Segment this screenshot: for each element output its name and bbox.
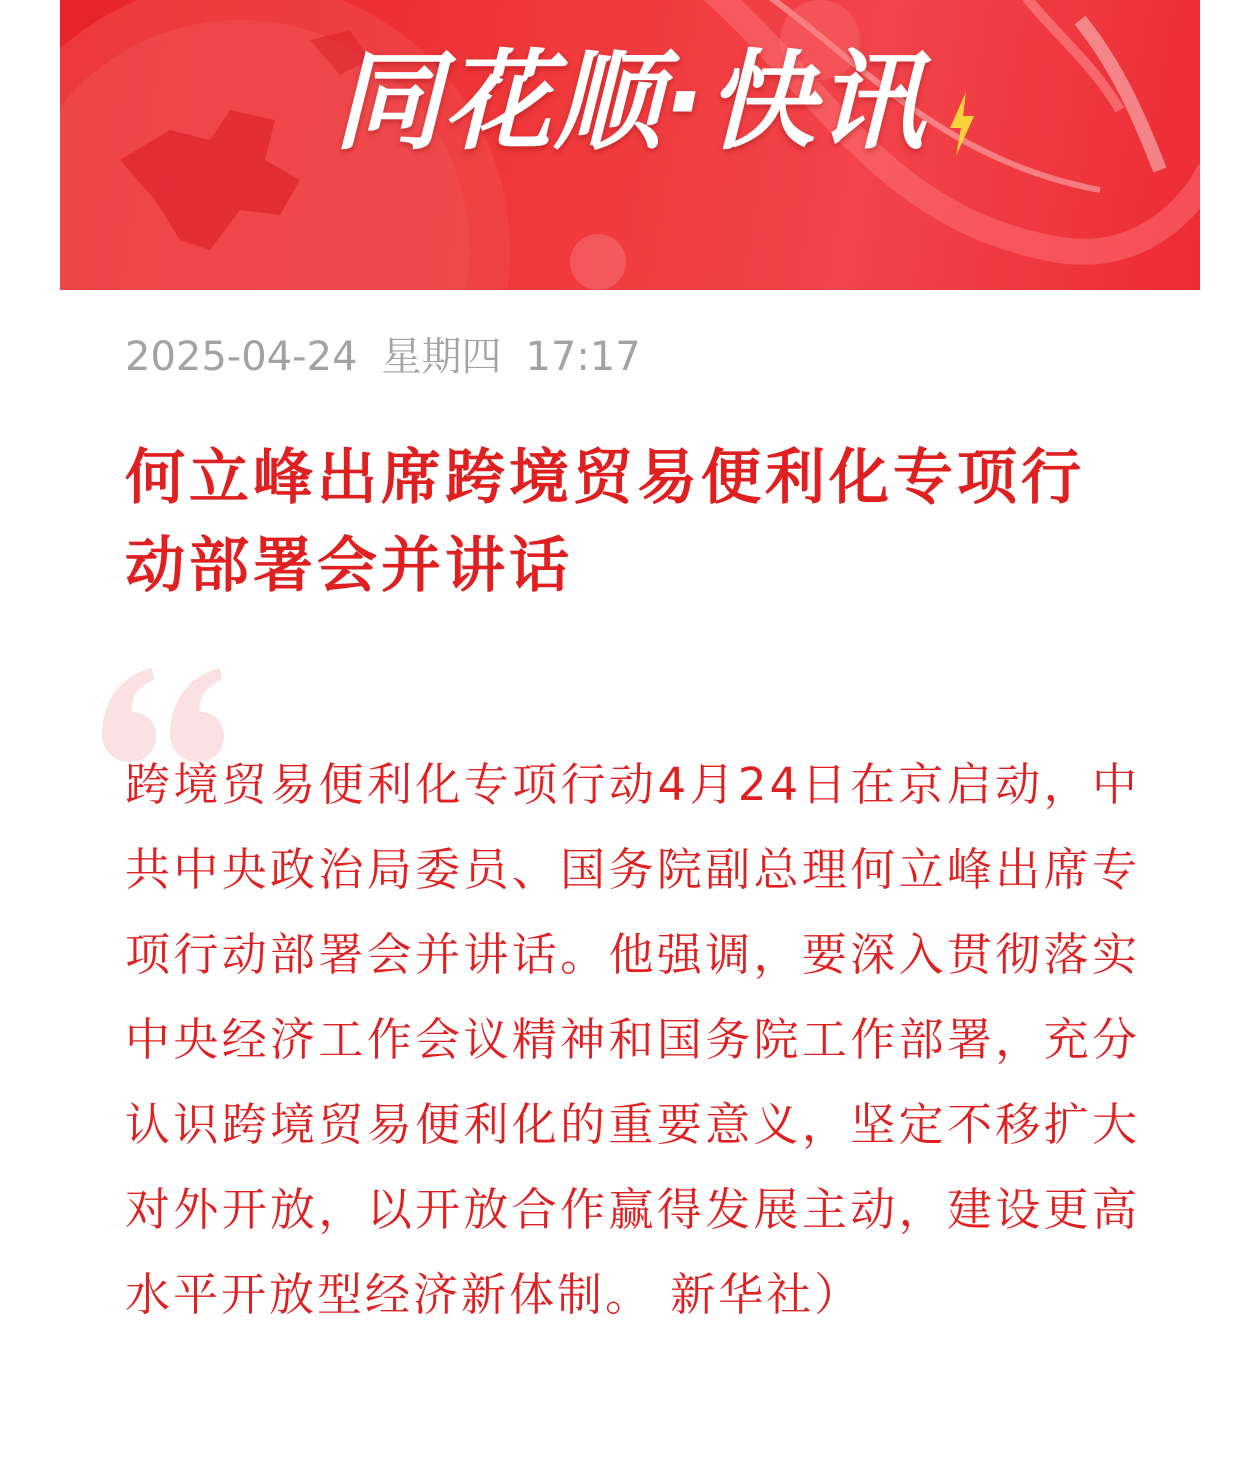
publish-date: 2025-04-24 <box>125 334 358 380</box>
publish-weekday: 星期四 <box>381 334 502 380</box>
publish-time: 17:17 <box>525 334 641 380</box>
lightning-bolt-icon <box>948 92 976 156</box>
article-headline: 何立峰出席跨境贸易便利化专项行动部署会并讲话 <box>125 443 1085 601</box>
article-body: 跨境贸易便利化专项行动4月24日在京启动，中共中央政治局委员、国务院副总理何立峰出席专项行动部署会并讲话。他强调，要深入贯彻落实中央经济工作会议精神和国务院工作部署，充分认识跨境贸易便利化的重要意义，坚定不移扩大对外开放，以开放合作赢得发展主动，建设更高水平开放型经济新体制。 新华社） <box>125 758 1140 1321</box>
header-banner <box>60 0 1200 290</box>
publish-datetime <box>125 332 665 382</box>
banner-title: 同花顺·快讯 <box>333 40 927 165</box>
